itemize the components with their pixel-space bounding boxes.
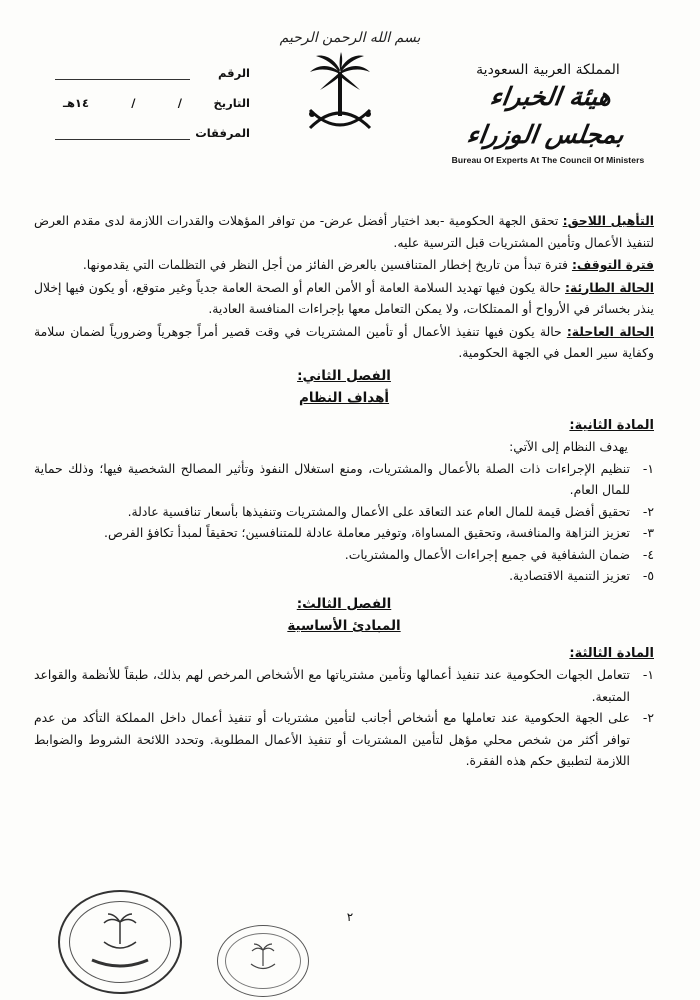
list-item: ٣- تعزيز النزاهة والمنافسة، وتحقيق المساواة، وتوفير معاملة عادلة للمتنافسين؛ تحقيقاً لمبدأ تكافؤ الفرص. (104, 525, 654, 540)
secondary-seal-stamp (217, 925, 309, 997)
definition-post-qualification: التأهيل اللاحق: تحقق الجهة الحكومية -بعد اختيار أفضل عرض- من توافر المؤهلات والقدرات اللازمة لدى مقدم العرض لتنفيذ الأعمال وتأمين المشتريات قبل الترسية عليه. (34, 213, 654, 250)
list-item: ١- تنظيم الإجراءات ذات الصلة بالأعمال والمشتريات، ومنع استغلال النفوذ وتأثير المصالح الشخصية فيها؛ وذلك حماية للمال العام. (34, 460, 654, 497)
reference-block (55, 66, 250, 156)
article-three-title: المادة الثالثة: (569, 645, 654, 661)
document-body (34, 210, 654, 772)
definition-standstill-period: فترة التوقف: فترة تبدأ من تاريخ إخطار المتنافسين بالعرض الفائز من أجل النظر في التظلمات التي يقدمونها. (82, 257, 654, 272)
seal-emblem-icon (218, 926, 308, 996)
basmala: بسم الله الرحمن الرحيم (279, 30, 421, 46)
attachments-label: المرفقات (195, 126, 250, 140)
organization-header (448, 62, 648, 165)
attachments-row (55, 126, 250, 156)
list-item: ٤- ضمان الشفافية في جميع إجراءات الأعمال والمشتريات. (344, 546, 654, 562)
palm-and-swords-emblem-icon (300, 50, 380, 145)
reference-number-line (55, 66, 190, 80)
bureau-name-arabic: هيئة الخبراء بمجلس الوزراء (464, 82, 626, 149)
chapter-two-heading: الفصل الثاني: أهداف النظام (297, 367, 391, 406)
list-item: ٢- تحقيق أفضل قيمة للمال العام عند التعاقد على الأعمال والمشتريات وتنفيذها بأسعار تنافسية عادلة. (127, 503, 654, 519)
date-row (55, 96, 250, 126)
date-label: التاريخ (213, 96, 250, 110)
date-value: / / ١٤هـ (63, 96, 182, 110)
seal-emblem-icon (60, 892, 180, 992)
definition-emergency-case: الحالة الطارئة: حالة يكون فيها تهديد السلامة العامة أو الأمن العام أو الصحة العامة جدياً وغير متوقع، أو يكون فيها إخلال ينذر بخسائر في الأرواح أو الممتلكات، ولا يمكن التعامل معها بإجراءات المنافسة العادية. (34, 279, 654, 316)
bureau-seal-stamp (58, 890, 182, 994)
article-two-intro: يهدف النظام إلى الآتي: (509, 439, 628, 454)
list-item: ٢- على الجهة الحكومية عند تعاملها مع أشخاص أجانب لتأمين مشتريات أو تنفيذ أعمال داخل المملكة التأكد من عدم توافر أكثر من شخص محلي مؤهل لتأمين المشتريات أو تنفيذ الأعمال المطلوبة. وتحدد اللائحة الشروط والضوابط اللازمة لتطبيق حكم هذه الفقرة. (34, 710, 654, 768)
reference-number-row (55, 66, 250, 96)
list-item: ١- تتعامل الجهات الحكومية عند تنفيذ أعمالها وتأمين مشترياتها مع الأشخاص المرخص لهم بذلك، طبقاً للأنظمة والقواعد المتبعة. (34, 667, 654, 704)
list-item: ٥- تعزيز التنمية الاقتصادية. (509, 568, 654, 583)
page-number: ٢ (346, 910, 354, 924)
kingdom-name: المملكة العربية السعودية (476, 62, 620, 78)
article-two-title: المادة الثانية: (569, 417, 654, 433)
bureau-name-english: Bureau Of Experts At The Council Of Ministers (451, 155, 645, 165)
attachments-line (55, 126, 190, 140)
chapter-three-heading: الفصل الثالث: المبادئ الأساسية (287, 595, 401, 634)
definition-urgent-case: الحالة العاجلة: حالة يكون فيها تنفيذ الأعمال أو تأمين المشتريات في وقت قصير أمراً جوهرياً وضرورياً لضمان سلامة وكفاية سير العمل في الجهة الحكومية. (34, 323, 655, 360)
reference-number-label: الرقم (218, 66, 250, 80)
